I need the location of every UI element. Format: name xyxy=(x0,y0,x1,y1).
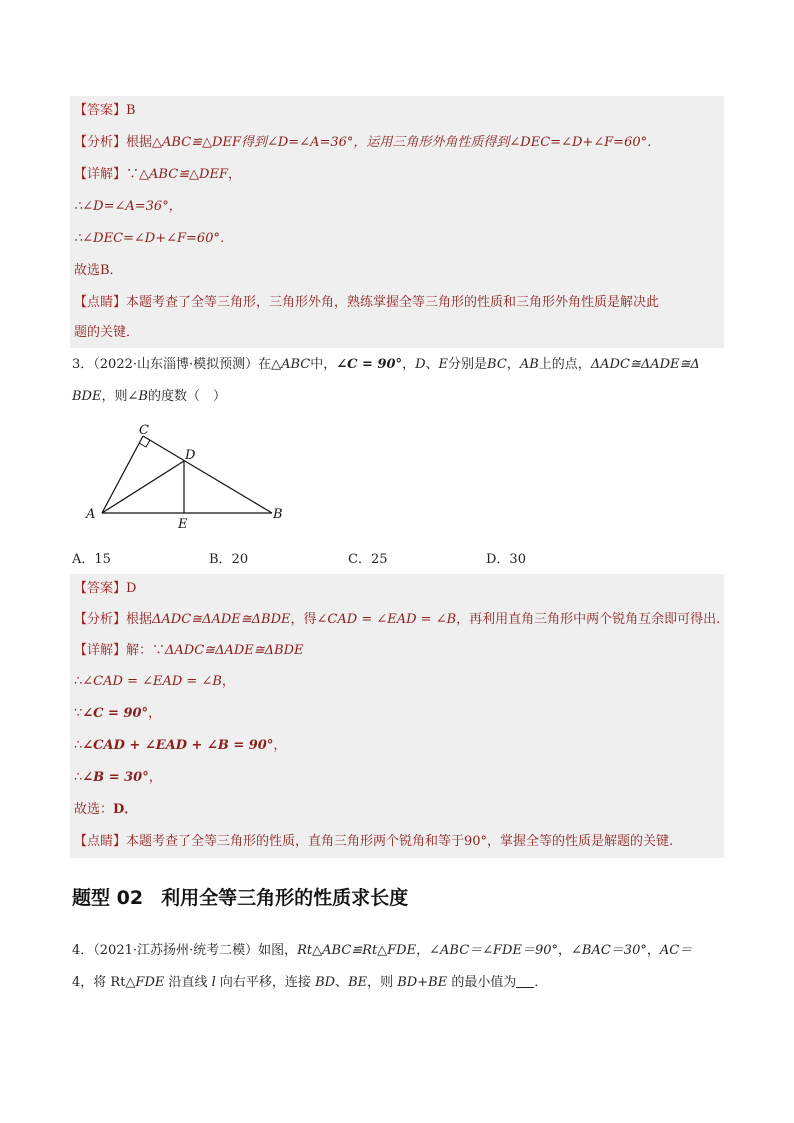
question-4-line-1 xyxy=(72,940,692,962)
q4-text-5: ，则 xyxy=(367,975,398,990)
q4-be: BE xyxy=(348,975,368,990)
step-3 xyxy=(74,735,286,757)
comment-line xyxy=(74,831,673,853)
analysis-text-2: 得到∠D=∠A=36°，运用三角形外角性质得到∠DEC=∠D+∠F=60°． xyxy=(240,135,661,150)
section-heading xyxy=(72,883,408,910)
q3-point-d: D xyxy=(415,357,426,372)
q4-congruence: Rt△ABC≌Rt△FDE xyxy=(297,943,417,958)
label-b: B xyxy=(273,507,283,522)
step-3-math: ∠CAD + ∠EAD + ∠B = 90° xyxy=(82,738,274,753)
step-2-punct: ， xyxy=(148,706,162,721)
q3-punct-3: ， xyxy=(506,357,520,372)
therefore-symbol: ∴ xyxy=(74,770,83,785)
detail-punct: ， xyxy=(227,167,241,182)
answer-tag: 【答案】 xyxy=(74,581,127,596)
analysis-tag: 【分析】 xyxy=(74,135,127,150)
choose-line xyxy=(74,799,137,821)
detail-math: △ABC≌△DEF xyxy=(139,167,228,182)
comment-line-1 xyxy=(74,292,659,314)
detail-tag: 【详解】 xyxy=(74,643,127,658)
q3-text-2: 中， xyxy=(310,357,337,372)
label-e: E xyxy=(178,517,188,532)
analysis-text-3: ，再利用直角三角形中两个锐角互余即可得出. xyxy=(456,612,721,627)
choose-answer: D． xyxy=(113,802,138,817)
step-2: ∴∠DEC=∠D+∠F=60°． xyxy=(74,231,233,246)
q3-angle-b: ∠B xyxy=(127,389,148,404)
answer-tag: 【答案】 xyxy=(74,103,127,118)
comment-tag: 【点睛】 xyxy=(74,295,127,310)
answer-line xyxy=(74,100,136,122)
triangle-figure xyxy=(80,418,300,536)
section-number: 题型 02 xyxy=(72,887,144,909)
q3-punct-2: 、 xyxy=(425,357,439,372)
q4-text-6: 的最小值为 xyxy=(447,975,517,990)
step-2-math: ∠C = 90° xyxy=(82,706,149,721)
analysis-math: ΔADC≅ΔADE≅ΔBDE xyxy=(152,612,291,627)
q3-text: 3．（2022·山东淄博·模拟预测）在 xyxy=(72,357,272,372)
step-1: ∴∠D=∠A=36°， xyxy=(74,199,182,214)
therefore-symbol: ∴ xyxy=(74,738,83,753)
choose-line: 故选B． xyxy=(74,263,123,278)
q3-point-e: E xyxy=(438,357,449,372)
detail-line xyxy=(74,164,241,186)
solution-block-q2 xyxy=(70,96,724,348)
step-1-punct: ， xyxy=(221,674,235,689)
because-symbol: ∵ xyxy=(74,706,83,721)
answer-value: D xyxy=(126,581,137,596)
analysis-text: 根据 xyxy=(126,135,153,150)
analysis-math: △ABC≌△DEF xyxy=(152,135,241,150)
label-d: D xyxy=(185,448,196,463)
q4-ac: AC＝ xyxy=(659,943,693,958)
comment-text: 本题考查了全等三角形，三角形外角，熟练掌握全等三角形的性质和三角形外角性质是解决此 xyxy=(126,295,660,310)
step-1-math: ∠CAD = ∠EAD = ∠B xyxy=(82,674,222,689)
q4-punct-2: ， xyxy=(558,943,572,958)
step-1 xyxy=(74,671,235,693)
step-3-punct: ， xyxy=(273,738,287,753)
step-4 xyxy=(74,767,162,789)
choose-text: 故选： xyxy=(74,802,114,817)
step-2 xyxy=(74,703,161,725)
label-c: C xyxy=(139,423,149,438)
q4-bd-2: BD xyxy=(397,975,418,990)
answer-value: B xyxy=(126,103,136,118)
q3-text-3: 分别是 xyxy=(448,357,488,372)
q4-text-2: 4，将 Rt△ xyxy=(72,975,136,990)
analysis-math-2: ∠CAD = ∠EAD = ∠B xyxy=(316,612,457,627)
q3-text-4: 上的点， xyxy=(538,357,591,372)
q4-bd: BD xyxy=(315,975,336,990)
q4-punct-4: 、 xyxy=(335,975,349,990)
comment-tag: 【点睛】 xyxy=(74,834,127,849)
option-c[interactable]: C．25 xyxy=(348,552,388,567)
q4-text-3: 沿直线 xyxy=(164,975,212,990)
q3-text-5: ，则 xyxy=(101,389,128,404)
q3-punct: ， xyxy=(402,357,416,372)
q4-plus: + xyxy=(417,975,429,990)
question-3-line-1 xyxy=(72,354,700,376)
analysis-text: 根据 xyxy=(126,612,153,627)
q4-period: ． xyxy=(534,975,548,990)
label-a: A xyxy=(86,507,96,522)
solution-block-q3 xyxy=(70,574,724,858)
q4-be-2: BE xyxy=(428,975,448,990)
comment-line-2: 题的关键． xyxy=(74,325,140,340)
analysis-text-2: ，得 xyxy=(290,612,317,627)
q4-fde: FDE xyxy=(135,975,165,990)
therefore-symbol: ∴ xyxy=(74,674,83,689)
comment-text: 本题考查了全等三角形的性质，直角三角形两个锐角和等于90°，掌握全等的性质是解题的关键. xyxy=(126,834,674,849)
detail-tag: 【详解】 xyxy=(74,167,127,182)
q4-punct-3: ， xyxy=(646,943,660,958)
analysis-line xyxy=(74,132,660,154)
q3-angle-c: ∠C = 90° xyxy=(336,357,403,372)
segment-ad xyxy=(102,461,184,513)
q4-angle-bac: ∠BAC＝30° xyxy=(571,943,647,958)
detail-text: 解：∵ xyxy=(126,643,166,658)
answer-blank[interactable] xyxy=(516,975,534,988)
q3-text-6: 的度数（ ） xyxy=(147,389,226,404)
q3-seg-ab: AB xyxy=(519,357,539,372)
section-title: 利用全等三角形的性质求长度 xyxy=(161,887,409,909)
answer-line xyxy=(74,578,136,600)
step-4-math: ∠B = 30° xyxy=(82,770,149,785)
analysis-tag: 【分析】 xyxy=(74,612,127,627)
detail-math: ΔADC≅ΔADE≅ΔBDE xyxy=(165,643,304,658)
q4-line-l: l xyxy=(211,975,216,990)
q3-bde: BDE xyxy=(72,389,102,404)
q4-text: 4．（2021·江苏扬州·统考二模）如图， xyxy=(72,943,298,958)
q4-right-angles: ∠ABC＝∠FDE＝90° xyxy=(429,943,559,958)
detail-text: ∵ xyxy=(126,167,140,182)
step-4-punct: ， xyxy=(148,770,162,785)
q3-congruence: ΔADC≅ΔADE≅Δ xyxy=(590,357,700,372)
detail-line xyxy=(74,640,304,662)
option-a[interactable]: A．15 xyxy=(72,552,111,567)
question-3-line-2 xyxy=(72,386,226,408)
option-d[interactable]: D．30 xyxy=(486,552,526,567)
analysis-line xyxy=(74,609,720,631)
q4-text-4: 向右平移，连接 xyxy=(215,975,316,990)
q3-seg-bc: BC xyxy=(487,357,507,372)
q4-punct: ， xyxy=(416,943,430,958)
option-b[interactable]: B．20 xyxy=(209,552,249,567)
question-4-line-2 xyxy=(72,972,547,994)
q3-triangle: △ABC xyxy=(271,357,311,372)
segment-ca xyxy=(102,436,143,513)
